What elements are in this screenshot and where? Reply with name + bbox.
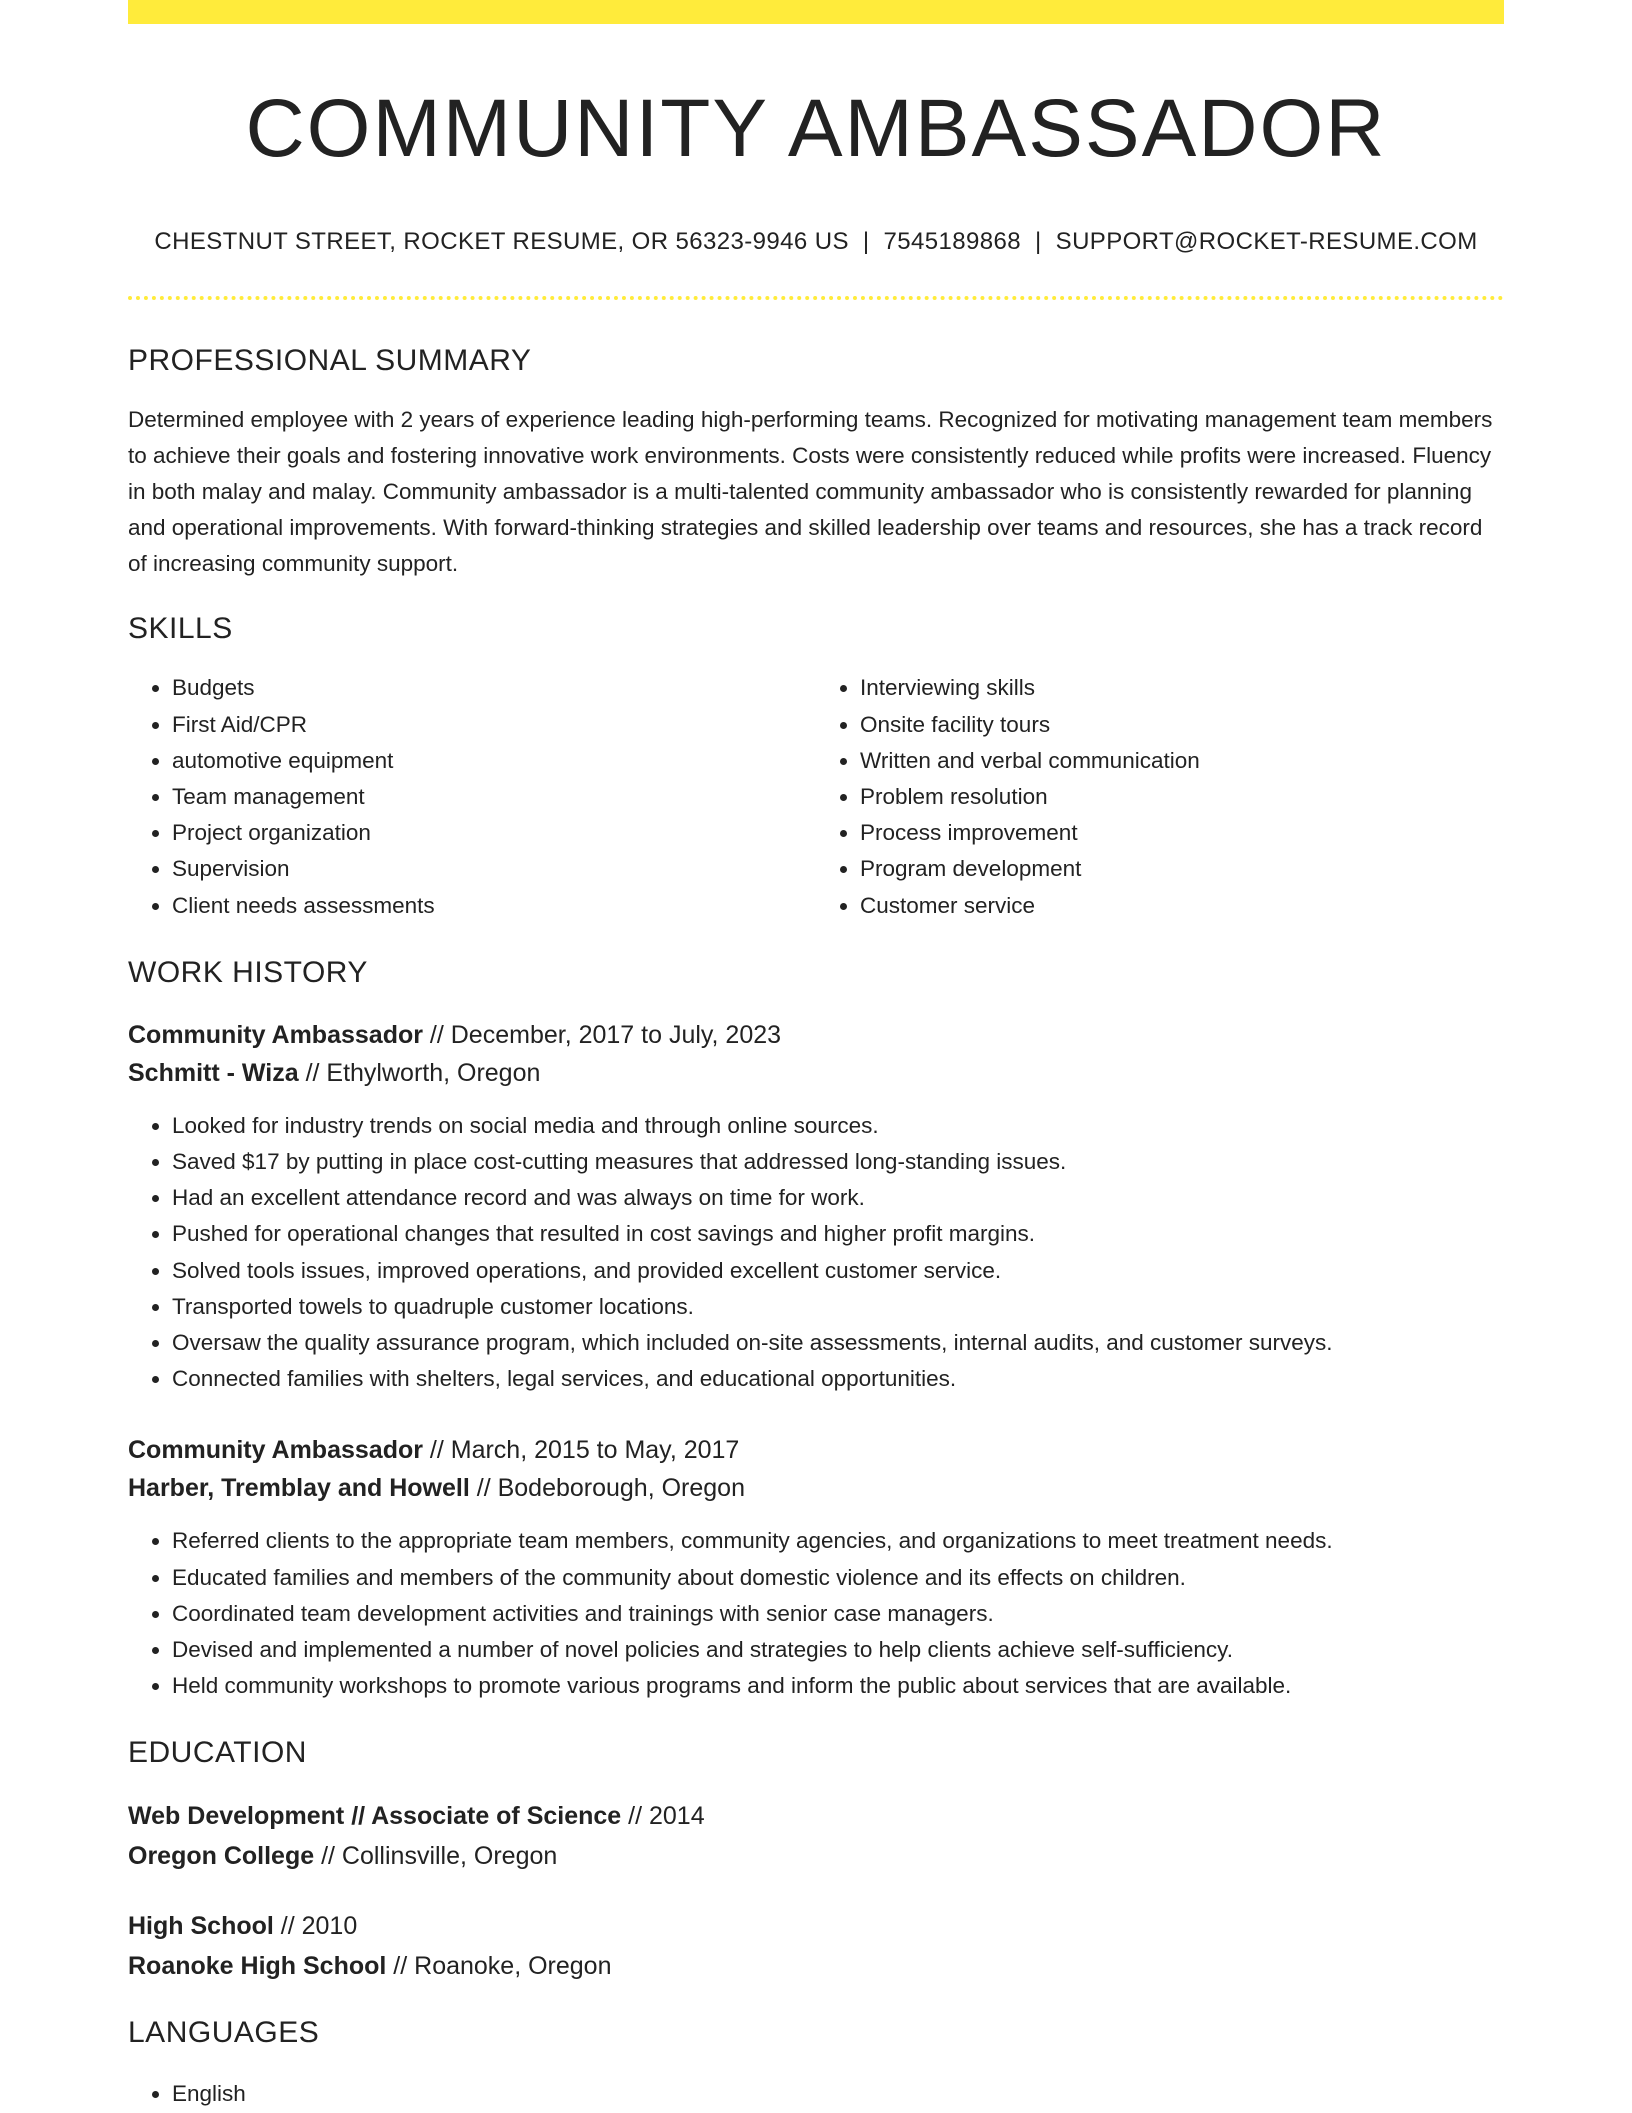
job-title-line xyxy=(128,1016,1504,1054)
job-company: Harber, Tremblay and Howell xyxy=(128,1474,470,1503)
contact-separator: | xyxy=(862,228,870,256)
education-school-line xyxy=(128,1946,1504,1986)
job-dates: // March, 2015 to May, 2017 xyxy=(422,1436,740,1465)
skills-columns xyxy=(128,670,1504,923)
skill-item: • First Aid/CPR xyxy=(172,707,816,743)
job-bullet: • Transported towels to quadruple customer locations. xyxy=(172,1289,1504,1325)
job-bullet: • Devised and implemented a number of novel policies and strategies to help clients achieve self-sufficiency. xyxy=(172,1632,1504,1668)
job-bullet: • Saved $17 by putting in place cost-cutting measures that addressed long-standing issues. xyxy=(172,1144,1504,1180)
job-dates: // December, 2017 to July, 2023 xyxy=(422,1020,782,1049)
skill-item: • Team management xyxy=(172,779,816,815)
education-location: // Collinsville, Oregon xyxy=(314,1842,558,1871)
education-degree: Web Development // Associate of Science xyxy=(128,1802,622,1831)
job-title: Community Ambassador xyxy=(128,1020,423,1049)
education-degree-line xyxy=(128,1796,1504,1836)
skills-list-right xyxy=(816,670,1504,923)
education-degree: High School xyxy=(128,1912,274,1941)
education-entry xyxy=(128,1906,1504,1986)
skill-item: • Customer service xyxy=(860,888,1504,924)
job-company-line xyxy=(128,1469,1504,1507)
contact-separator: | xyxy=(1035,228,1042,256)
job-company: Schmitt - Wiza xyxy=(128,1058,299,1087)
skills-heading: SKILLS xyxy=(128,612,233,646)
skill-item: • Onsite facility tours xyxy=(860,707,1504,743)
education-location: // Roanoke, Oregon xyxy=(386,1952,612,1981)
job-location: // Bodeborough, Oregon xyxy=(469,1474,745,1503)
education-entry xyxy=(128,1796,1504,1876)
skill-item: • Interviewing skills xyxy=(860,670,1504,706)
education-school-line xyxy=(128,1836,1504,1876)
job-bullet: • Looked for industry trends on social media and through online sources. xyxy=(172,1108,1504,1144)
skill-item: • Program development xyxy=(860,851,1504,887)
skill-item: • automotive equipment xyxy=(172,743,816,779)
contact-phone: 7545189868 xyxy=(883,228,1022,256)
job-bullet: • Oversaw the quality assurance program, which included on-site assessments, internal audits, and customer surveys. xyxy=(172,1325,1504,1361)
job-bullet: • Referred clients to the appropriate team members, community agencies, and organizations to meet treatment needs. xyxy=(172,1523,1504,1559)
skill-item: • Supervision xyxy=(172,851,816,887)
job-bullet: • Connected families with shelters, legal services, and educational opportunities. xyxy=(172,1361,1504,1397)
resume-page xyxy=(128,0,1504,2113)
job-bullet: • Educated families and members of the community about domestic violence and its effects on children. xyxy=(172,1560,1504,1596)
education-school: Oregon College xyxy=(128,1842,315,1871)
job-bullet: • Held community workshops to promote various programs and inform the public about services that are available. xyxy=(172,1668,1504,1704)
skill-item: • Problem resolution xyxy=(860,779,1504,815)
languages-heading: LANGUAGES xyxy=(128,2016,320,2050)
job-location: // Ethylworth, Oregon xyxy=(298,1058,541,1087)
summary-text: Determined employee with 2 years of experience leading high-performing teams. Recognized for motivating management team members to achieve their goals and fostering innovative work environments. Costs were consistently reduced while profits were increased. Fluency in both malay and malay. Community ambassador is a multi-talented community ambassador who is consistently rewarded for planning and operational improvements. With forward-thinking strategies and skilled leadership over teams and resources, she has a track record of increasing community support. xyxy=(128,407,1493,577)
skill-item: • Client needs assessments xyxy=(172,888,816,924)
education-school: Roanoke High School xyxy=(128,1952,387,1981)
education-degree-line xyxy=(128,1906,1504,1946)
job-bullet-list xyxy=(128,1108,1504,1398)
job-title-line xyxy=(128,1431,1504,1469)
job-entry xyxy=(128,1431,1504,1704)
dotted-divider xyxy=(128,296,1504,300)
education-heading: EDUCATION xyxy=(128,1736,307,1770)
job-bullet: • Pushed for operational changes that resulted in cost savings and higher profit margins. xyxy=(172,1216,1504,1252)
job-bullet: • Coordinated team development activities and trainings with senior case managers. xyxy=(172,1596,1504,1632)
accent-top-bar xyxy=(128,0,1504,24)
job-entry xyxy=(128,1016,1504,1398)
contact-email: SUPPORT@ROCKET-RESUME.COM xyxy=(1055,228,1478,256)
language-item: • English xyxy=(172,2076,1504,2112)
resume-name: COMMUNITY AMBASSADOR xyxy=(245,83,1387,174)
education-year: // 2010 xyxy=(273,1912,358,1941)
skills-list-left xyxy=(128,670,816,923)
summary-heading: PROFESSIONAL SUMMARY xyxy=(128,344,532,378)
skill-item: • Project organization xyxy=(172,815,816,851)
job-bullet: • Had an excellent attendance record and was always on time for work. xyxy=(172,1180,1504,1216)
work-history-heading: WORK HISTORY xyxy=(128,955,368,989)
skill-item: • Written and verbal communication xyxy=(860,743,1504,779)
job-bullet-list xyxy=(128,1523,1504,1704)
job-bullet: • Solved tools issues, improved operations, and provided excellent customer service. xyxy=(172,1253,1504,1289)
languages-list xyxy=(128,2076,1504,2112)
job-company-line xyxy=(128,1054,1504,1092)
skill-item: • Budgets xyxy=(172,670,816,706)
job-title: Community Ambassador xyxy=(128,1436,423,1465)
contact-line xyxy=(128,228,1504,256)
skill-item: • Process improvement xyxy=(860,815,1504,851)
education-year: // 2014 xyxy=(621,1802,705,1831)
contact-address: CHESTNUT STREET, ROCKET RESUME, OR 56323-9946 US xyxy=(154,228,849,256)
